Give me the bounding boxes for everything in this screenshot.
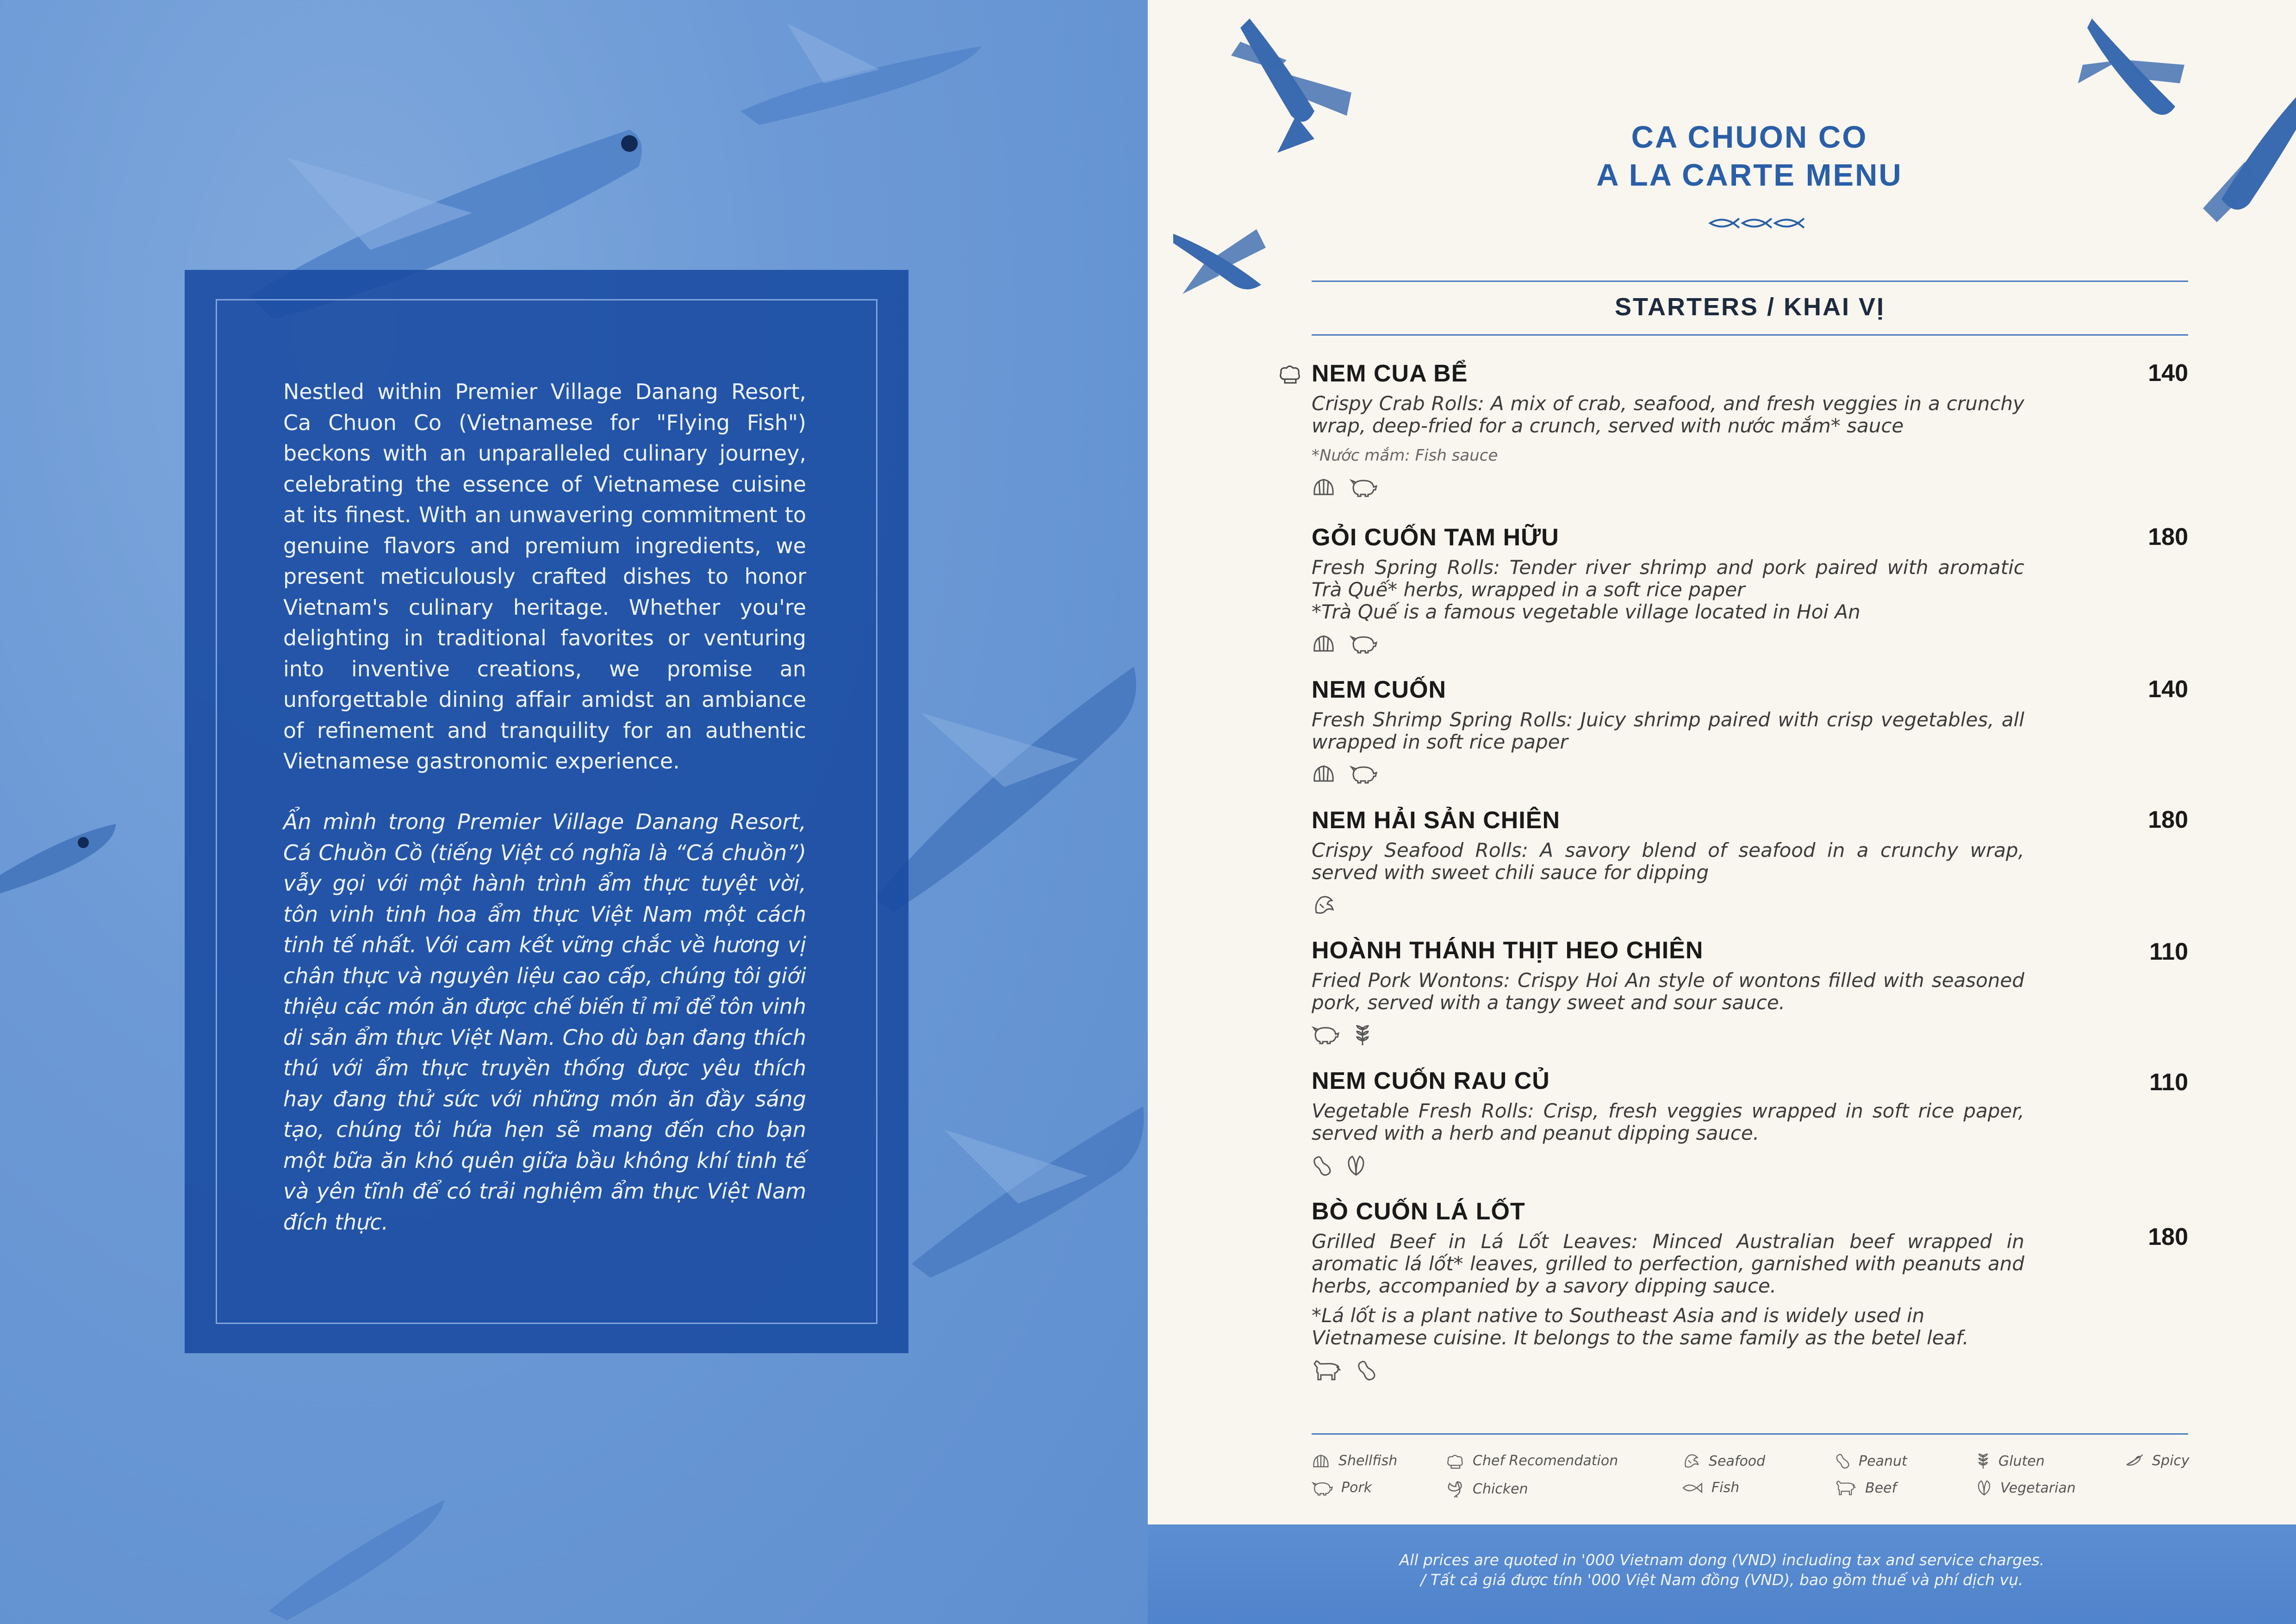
dish-price: 180 <box>2148 1224 2188 1250</box>
price-note-vietnamese: / Tất cả giá được tính '000 Việt Nam đồng (VND), bao gồm thuế và phí dịch vụ. <box>1420 1571 2023 1589</box>
legend-label: Chef Recomendation <box>1473 1453 1618 1469</box>
legend-item-chicken <box>1446 1480 1528 1498</box>
flying-fish-illustration <box>1222 0 1361 157</box>
dish-description: Fried Pork Wontons: Crispy Hoi An style of wontons filled with seasoned pork, served with a tangy sweet and sour sauce. <box>1312 969 2024 1014</box>
fish-icon <box>1682 1481 1703 1495</box>
menu-item <box>1312 1067 2188 1177</box>
legend-label: Fish <box>1711 1480 1740 1496</box>
peanut-icon <box>1356 1359 1376 1381</box>
seafood-icon <box>1682 1453 1700 1469</box>
menu-title-line-2: A LA CARTE MENU <box>1596 158 1903 193</box>
legend-label: Shellfish <box>1338 1453 1398 1469</box>
legend-label: Spicy <box>2152 1453 2190 1469</box>
legend-item-spicy <box>2125 1453 2190 1469</box>
dish-price: 110 <box>2149 938 2188 965</box>
flying-fish-illustration <box>2073 9 2194 134</box>
legend-item-beef <box>1835 1480 1897 1496</box>
beef-icon <box>1312 1359 1342 1381</box>
dish-footnote: *Lá lốt is a plant native to Southeast Asia and is widely used in Vietnamese cuisine. It belongs to the same family as the betel leaf. <box>1312 1304 1969 1349</box>
vegetarian-icon <box>1346 1155 1366 1177</box>
chef-recommendation-icon <box>1446 1453 1464 1469</box>
legend-label: Seafood <box>1709 1453 1766 1469</box>
legend-label: Chicken <box>1473 1480 1528 1497</box>
allergen-legend <box>1312 1448 2191 1513</box>
intro-text-vietnamese: Ẩn mình trong Premier Village Danang Resort, Cá Chuồn Cồ (tiếng Việt có nghĩa là “Cá chuồn”) vẫy gọi với một hành trình ẩm thực tuyệt vời, tôn vinh tinh hoa ẩm thực Việt Nam một cách tinh tế nhất. Với cam kết vững chắc về hương vị chân thực và nguyên liệu cao cấp, chúng tôi giới thiệu các món ăn được chế biến tỉ mỉ để tôn vinh di sản ẩm thực Việt Nam. Cho dù bạn đang thích thú với ẩm thực truyền thống được yêu thích hay đang thử sức với những món ăn đầy sáng tạo, chúng tôi hứa hẹn sẽ mang đến cho bạn một bữa ăn khó quên giữa bầu không khí tinh tế và yên tĩnh để có trải nghiệm ẩm thực Việt Nam đích thực. <box>283 809 807 1235</box>
legend-item-peanut <box>1835 1453 1907 1469</box>
vegetarian-icon <box>1976 1480 1992 1496</box>
gluten-icon <box>1353 1024 1372 1046</box>
dish-name: NEM CUỐN <box>1312 676 1447 703</box>
dish-description: Vegetable Fresh Rolls: Crisp, fresh veggies wrapped in soft rice paper, served with a herb and peanut dipping sauce. <box>1312 1099 2024 1144</box>
dish-footnote: *Nước mắm: Fish sauce <box>1312 446 1498 465</box>
dish-name: BÒ CUỐN LÁ LỐT <box>1312 1198 1525 1225</box>
dish-price: 140 <box>2148 360 2188 387</box>
dish-description: Fresh Shrimp Spring Rolls: Juicy shrimp paired with crisp vegetables, all wrapped in soft rice paper <box>1312 708 2024 753</box>
flying-fish-illustration <box>731 19 990 130</box>
shellfish-icon <box>1312 633 1336 654</box>
legend-item-shellfish <box>1312 1453 1397 1469</box>
price-note-english: All prices are quoted in '000 Vietnam dong (VND) including tax and service charges. <box>1399 1551 2045 1569</box>
legend-rule <box>1312 1433 2188 1435</box>
dish-description: Fresh Spring Rolls: Tender river shrimp and pork paired with aromatic Trà Quế* herbs, wrapped in a soft rice paper <box>1312 556 2024 601</box>
legend-item-vegetarian <box>1976 1480 2076 1496</box>
section-rule-bottom <box>1312 334 2188 336</box>
flying-fish-illustration <box>0 806 194 898</box>
shellfish-icon <box>1312 477 1336 497</box>
menu-title-line-1: CA CHUON CO <box>1631 120 1868 155</box>
dish-description: Crispy Crab Rolls: A mix of crab, seafood, and fresh veggies in a crunchy wrap, deep-fried for a crunch, served with nước mắm* sauce <box>1312 392 2024 437</box>
dish-price: 140 <box>2148 676 2188 703</box>
dish-price: 110 <box>2149 1069 2188 1096</box>
menu-item <box>1312 806 2188 916</box>
seafood-icon <box>1312 894 1336 916</box>
dish-name: NEM HẢI SẢN CHIÊN <box>1312 807 1561 834</box>
legend-item-pork <box>1312 1480 1372 1496</box>
dish-description: Crispy Seafood Rolls: A savory blend of seafood in a crunchy wrap, served with sweet chili sauce for dipping <box>1312 839 2024 884</box>
legend-label: Pork <box>1341 1480 1372 1496</box>
fish-ornament-icon <box>1708 214 1805 232</box>
gluten-icon <box>1976 1453 1990 1469</box>
dish-name: NEM CUA BỂ <box>1312 360 1468 387</box>
peanut-icon <box>1835 1453 1850 1469</box>
dish-price: 180 <box>2148 524 2188 550</box>
peanut-icon <box>1312 1155 1332 1177</box>
shellfish-icon <box>1312 763 1336 784</box>
shellfish-icon <box>1312 1453 1330 1469</box>
pork-icon <box>1312 1024 1339 1044</box>
dish-price: 180 <box>2148 806 2188 833</box>
menu-item <box>1312 1197 2188 1381</box>
flying-fish-illustration <box>1164 215 1275 303</box>
dish-footnote: *Trà Quế is a famous vegetable village located in Hoi An <box>1312 600 1860 623</box>
flying-fish-illustration <box>259 1481 454 1620</box>
legend-label: Peanut <box>1859 1453 1907 1469</box>
beef-icon <box>1835 1480 1857 1496</box>
flying-fish-illustration <box>2203 69 2296 236</box>
legend-item-chef <box>1446 1453 1618 1469</box>
legend-item-fish <box>1682 1480 1739 1496</box>
chicken-icon <box>1446 1480 1464 1498</box>
legend-item-seafood <box>1682 1453 1765 1469</box>
pork-icon <box>1312 1480 1333 1496</box>
dish-name: HOÀNH THÁNH THỊT HEO CHIÊN <box>1312 937 1704 964</box>
dish-name: GỎI CUỐN TAM HỮU <box>1312 524 1559 551</box>
dish-name: NEM CUỐN RAU CỦ <box>1312 1068 1550 1094</box>
pork-icon <box>1350 477 1377 497</box>
flying-fish-illustration <box>902 1088 1148 1282</box>
intro-text-english: Nestled within Premier Village Danang Resort, Ca Chuon Co (Vietnamese for "Flying Fish") beckons with an unparalleled culinary journey, celebrating the essence of Vietnamese cuisine at its finest. With an unwavering commitment to genuine flavors and premium ingredients, we present meticulously crafted dishes to honor Vietnam's culinary heritage. Whether you're delighting in traditional favorites or venturing into inventive creations, we promise an unforgettable dining affair amidst an ambiance of refinement and tranquility for an authentic Vietnamese gastronomic experience. <box>283 379 806 774</box>
menu-item <box>1312 675 2188 784</box>
legend-label: Beef <box>1865 1480 1897 1496</box>
section-title: STARTERS / KHAI VỊ <box>1614 293 1885 321</box>
section-rule-top <box>1312 281 2188 282</box>
pork-icon <box>1350 633 1377 654</box>
pork-icon <box>1350 763 1377 784</box>
menu-item <box>1312 523 2188 654</box>
legend-label: Vegetarian <box>2000 1480 2076 1496</box>
chili-icon <box>2125 1454 2144 1468</box>
legend-item-gluten <box>1976 1453 2045 1469</box>
dish-description: Grilled Beef in Lá Lốt Leaves: Minced Australian beef wrapped in aromatic lá lốt* leaves, grilled to perfection, garnished with peanuts and herbs, accompanied by a savory dipping sauce. <box>1312 1230 2024 1297</box>
menu-item <box>1312 359 2188 497</box>
chef-recommendation-icon <box>1278 363 1301 384</box>
menu-item <box>1312 936 2188 1046</box>
legend-label: Gluten <box>1998 1453 2045 1469</box>
